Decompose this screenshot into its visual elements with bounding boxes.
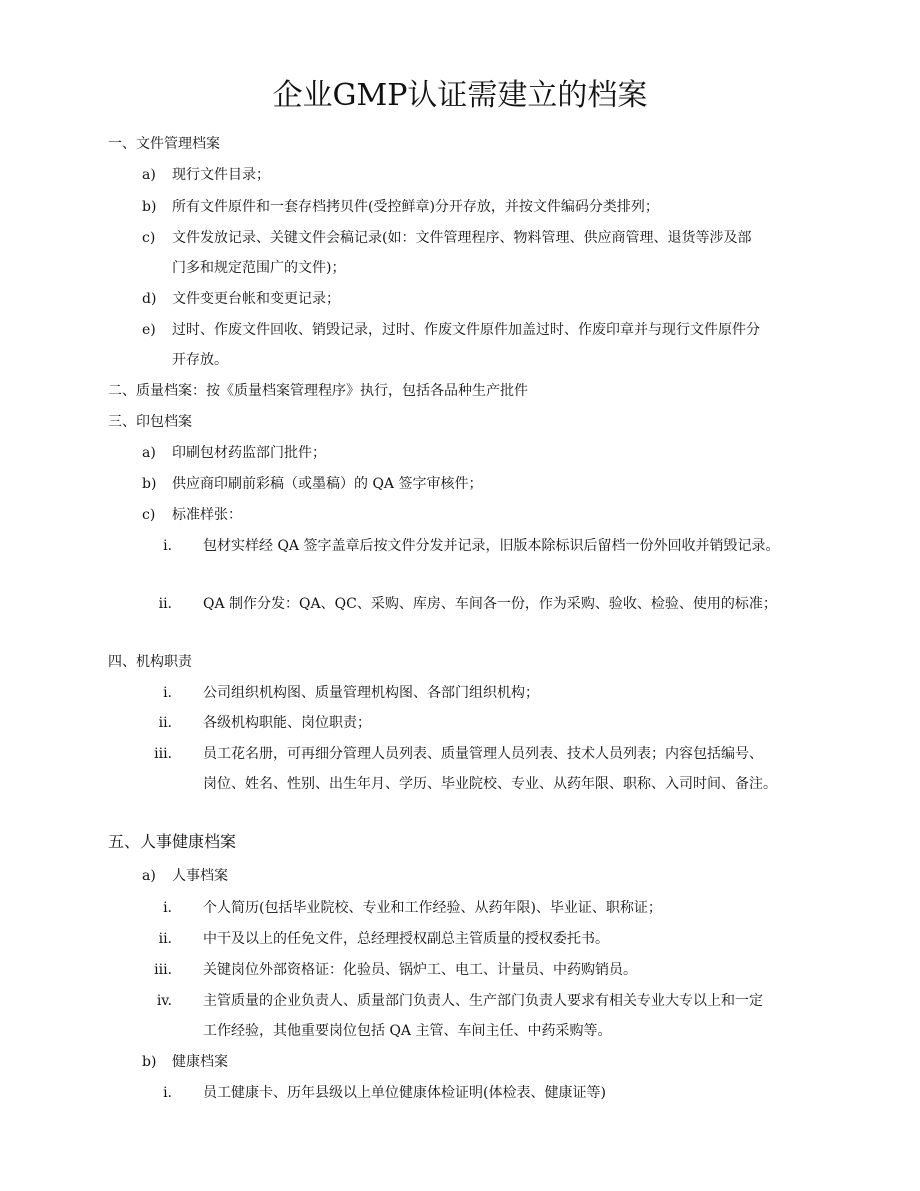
sub-list-item: 员工花名册，可再细分管理人员列表、质量管理人员列表、技术人员列表；内容包括编号、 (203, 746, 763, 762)
list-marker: b) (142, 1054, 157, 1070)
roman-marker: ii. (158, 596, 172, 612)
roman-marker: ii. (158, 715, 172, 731)
list-marker: b) (142, 476, 157, 492)
document-title: 企业GMP认证需建立的档案 (272, 78, 648, 113)
list-marker: c) (142, 230, 156, 246)
list-item: 现行文件目录； (172, 167, 270, 183)
sub-list-item: 公司组织机构图、质量管理机构图、各部门组织机构； (203, 685, 539, 701)
sub-list-item: 包材实样经 QA 签字盖章后按文件分发并记录，旧版本除标识后留档一份外回收并销毁记录。 (203, 538, 780, 554)
list-item: 文件变更台帐和变更记录； (172, 291, 340, 307)
list-item: 标准样张： (172, 507, 242, 523)
sub-list-item: 员工健康卡、历年县级以上单位健康体检证明(体检表、健康证等) (203, 1085, 606, 1101)
roman-marker: iii. (154, 746, 172, 762)
sub-list-item: 中干及以上的任免文件，总经理授权副总主管质量的授权委托书。 (203, 931, 609, 947)
sub-list-item-continuation: 工作经验，其他重要岗位包括 QA 主管、车间主任、中药采购等。 (203, 1023, 612, 1039)
roman-marker: iv. (156, 993, 172, 1009)
list-marker: a) (142, 445, 156, 461)
section-5-heading: 五、人事健康档案 (108, 832, 237, 851)
roman-marker: ii. (158, 931, 172, 947)
list-marker: a) (142, 167, 156, 183)
list-item-continuation: 门多和规定范围广的文件)； (172, 260, 346, 276)
roman-marker: iii. (154, 962, 172, 978)
roman-marker: i. (163, 1085, 172, 1101)
list-item: 供应商印刷前彩稿（或墨稿）的 QA 签字审核件； (172, 476, 483, 492)
roman-marker: i. (163, 900, 172, 916)
list-item-continuation: 开存放。 (172, 352, 228, 368)
list-marker: c) (142, 507, 156, 523)
list-marker: d) (142, 291, 157, 307)
sub-list-item: 关键岗位外部资格证：化验员、锅炉工、电工、计量员、中药购销员。 (203, 962, 637, 978)
list-marker: e) (142, 322, 156, 338)
list-item: 过时、作废文件回收、销毁记录，过时、作废文件原件加盖过时、作废印章并与现行文件原件分 (172, 322, 760, 338)
roman-marker: i. (163, 538, 172, 554)
list-item: 印刷包材药监部门批件； (172, 445, 326, 461)
list-item: 人事档案 (172, 868, 228, 884)
list-marker: b) (142, 199, 157, 215)
list-item: 文件发放记录、关键文件会稿记录(如：文件管理程序、物料管理、供应商管理、退货等涉及部 (172, 230, 752, 246)
section-1-heading: 一、文件管理档案 (108, 136, 220, 152)
sub-list-item: 主管质量的企业负责人、质量部门负责人、生产部门负责人要求有相关专业大专以上和一定 (203, 993, 763, 1009)
list-marker: a) (142, 868, 156, 884)
sub-list-item-continuation: 岗位、姓名、性别、出生年月、学历、毕业院校、专业、从药年限、职称、入司时间、备注。 (203, 776, 777, 792)
list-item: 所有文件原件和一套存档拷贝件(受控鲜章)分开存放，并按文件编码分类排列； (172, 199, 659, 215)
sub-list-item: QA 制作分发：QA、QC、采购、库房、车间各一份，作为采购、验收、检验、使用的标准； (203, 596, 777, 612)
sub-list-item: 各级机构职能、岗位职责； (203, 715, 371, 731)
section-3-heading: 三、印包档案 (108, 414, 192, 430)
section-4-heading: 四、机构职责 (108, 654, 192, 670)
section-2-heading: 二、质量档案：按《质量档案管理程序》执行，包括各品种生产批件 (108, 383, 528, 399)
roman-marker: i. (163, 685, 172, 701)
sub-list-item: 个人简历(包括毕业院校、专业和工作经验、从药年限)、毕业证、职称证； (203, 900, 662, 916)
list-item: 健康档案 (172, 1054, 228, 1070)
